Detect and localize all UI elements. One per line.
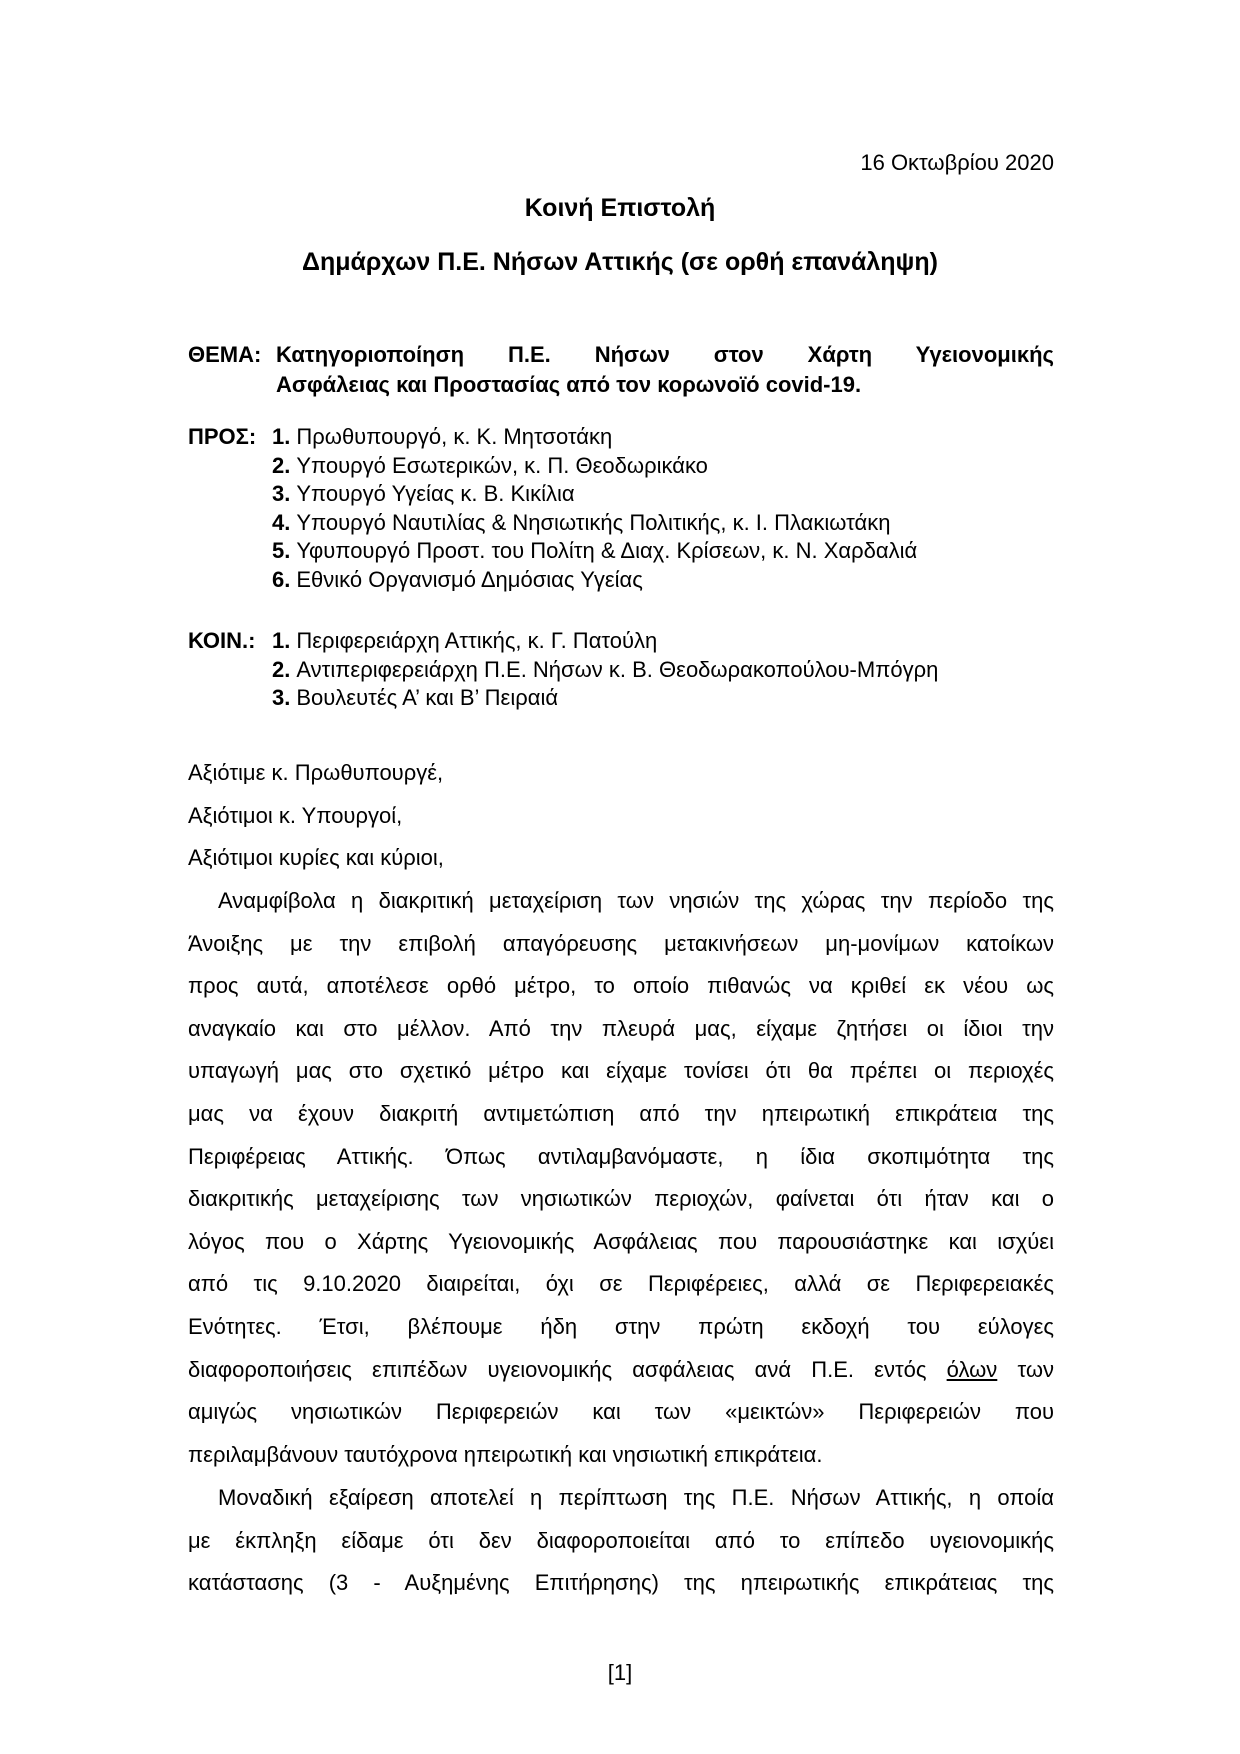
letter-title: Κοινή Επιστολή xyxy=(524,194,716,222)
body-line xyxy=(188,1349,1054,1392)
body-line: Άνοιξης με την επιβολή απαγόρευσης μετακινήσεων μη-μονίμων κατοίκων xyxy=(188,930,1054,956)
recipient: Υπουργό Εσωτερικών, κ. Π. Θεοδωρικάκο xyxy=(296,452,708,478)
recipient: Εθνικό Οργανισμό Δημόσιας Υγείας xyxy=(296,566,643,592)
recipient-number: 4. xyxy=(272,509,291,535)
body-line: λόγος που ο Χάρτης Υγειονομικής Ασφάλειας που παρουσιάστηκε και ισχύει xyxy=(188,1228,1054,1254)
cc-number: 1. xyxy=(272,628,291,653)
body-line: από τις 9.10.2020 διαιρείται, όχι σε Περιφέρειες, αλλά σε Περιφερειακές xyxy=(188,1271,1054,1297)
salutation: Αξιότιμοι κυρίες και κύριοι, xyxy=(188,845,444,871)
page-number: [1] xyxy=(607,1660,633,1685)
salutation: Αξιότιμε κ. Πρωθυπουργέ, xyxy=(188,760,444,785)
cc-recipient: Βουλευτές Α’ και Β’ Πειραιά xyxy=(296,685,559,710)
body-line: Περιφέρειας Αττικής. Όπως αντιλαμβανόμαστε, η ίδια σκοπιμότητα της xyxy=(188,1143,1054,1169)
body-line: προς αυτά, αποτέλεσε ορθό μέτρο, το οποίο πιθανώς να κριθεί εκ νέου ως xyxy=(188,973,1054,999)
cc-recipient: Περιφερειάρχη Αττικής, κ. Γ. Πατούλη xyxy=(296,628,658,653)
letter-subtitle: Δημάρχων Π.Ε. Νήσων Αττικής (σε ορθή επανάληψη) xyxy=(302,248,938,276)
salutation: Αξιότιμοι κ. Υπουργοί, xyxy=(188,802,403,828)
recipient-number: 3. xyxy=(272,481,291,506)
recipient-number: 5. xyxy=(272,538,291,563)
body-paragraph-2 xyxy=(188,1477,1054,1605)
body-line: αμιγώς νησιωτικών Περιφερειών και των «μεικτών» Περιφερειών που xyxy=(188,1399,1054,1425)
recipients-to xyxy=(188,423,917,594)
body-line: Ενότητες. Έτσι, βλέπουμε ήδη στην πρώτη εκδοχή του εύλογες xyxy=(188,1313,1054,1339)
body-line: υπαγωγή μας στο σχετικό μέτρο και είχαμε τονίσει ότι θα πρέπει οι περιοχές xyxy=(188,1058,1054,1084)
body-line: αναγκαίο και στο μέλλον. Από την πλευρά μας, είχαμε ζητήσει οι ίδιοι την xyxy=(188,1015,1054,1041)
body-line: διακριτικής μεταχείρισης των νησιωτικών περιοχών, φαίνεται ότι ήταν και ο xyxy=(188,1186,1054,1212)
recipient-number: 1. xyxy=(272,424,291,449)
body-line: περιλαμβάνουν ταυτόχρονα ηπειρωτική και νησιωτική επικράτεια. xyxy=(188,1441,823,1467)
cc-label: ΚΟΙΝ.: xyxy=(188,628,256,653)
subject-label: ΘΕΜΑ: xyxy=(188,342,262,367)
underlined-emphasis: όλων xyxy=(946,1356,998,1382)
cc-number: 2. xyxy=(272,656,291,682)
recipients-cc xyxy=(188,627,938,713)
subject-text-line1: Κατηγοριοποίηση Π.Ε. Νήσων στον Χάρτη Υγειονομικής xyxy=(276,342,1054,367)
recipient-number: 2. xyxy=(272,452,291,478)
cc-recipient: Αντιπεριφερειάρχη Π.Ε. Νήσων κ. Β. Θεοδωρακοπούλου-Μπόγρη xyxy=(296,656,939,682)
subject-block xyxy=(188,340,1054,400)
body-line: με έκπληξη είδαμε ότι δεν διαφοροποιείται από το επίπεδο υγειονομικής xyxy=(188,1527,1054,1553)
recipient: Υφυπουργό Προστ. του Πολίτη & Διαχ. Κρίσεων, κ. Ν. Χαρδαλιά xyxy=(296,538,918,563)
recipient: Υπουργό Υγείας κ. Β. Κικίλια xyxy=(296,481,575,506)
body-line: Αναμφίβολα η διακριτική μεταχείριση των νησιών της χώρας την περίοδο της xyxy=(218,888,1054,913)
body-paragraph-1 xyxy=(188,880,1054,1476)
body-text: διαφοροποιήσεις επιπέδων υγειονομικής ασφάλειας ανά Π.Ε. εντός xyxy=(188,1356,947,1382)
recipient: Υπουργό Ναυτιλίας & Νησιωτικής Πολιτικής, κ. Ι. Πλακιωτάκη xyxy=(296,509,891,535)
recipient: Πρωθυπουργό, κ. Κ. Μητσοτάκη xyxy=(296,424,613,449)
body-text: των xyxy=(997,1356,1054,1382)
body-line: μας να έχουν διακριτή αντιμετώπιση από την ηπειρωτική επικράτεια της xyxy=(188,1100,1054,1126)
to-label: ΠΡΟΣ: xyxy=(188,424,257,449)
cc-number: 3. xyxy=(272,685,291,710)
subject-text-line2: Ασφάλειας και Προστασίας από τον κορωνοϊό covid-19. xyxy=(276,372,862,397)
letter-date: 16 Οκτωβρίου 2020 xyxy=(860,150,1054,175)
recipient-number: 6. xyxy=(272,566,291,592)
salutations xyxy=(188,752,444,880)
body-line: κατάστασης (3 - Αυξημένης Επιτήρησης) της ηπειρωτικής επικράτειας της xyxy=(188,1570,1054,1596)
body-line: Μοναδική εξαίρεση αποτελεί η περίπτωση της Π.Ε. Νήσων Αττικής, η οποία xyxy=(218,1485,1054,1510)
